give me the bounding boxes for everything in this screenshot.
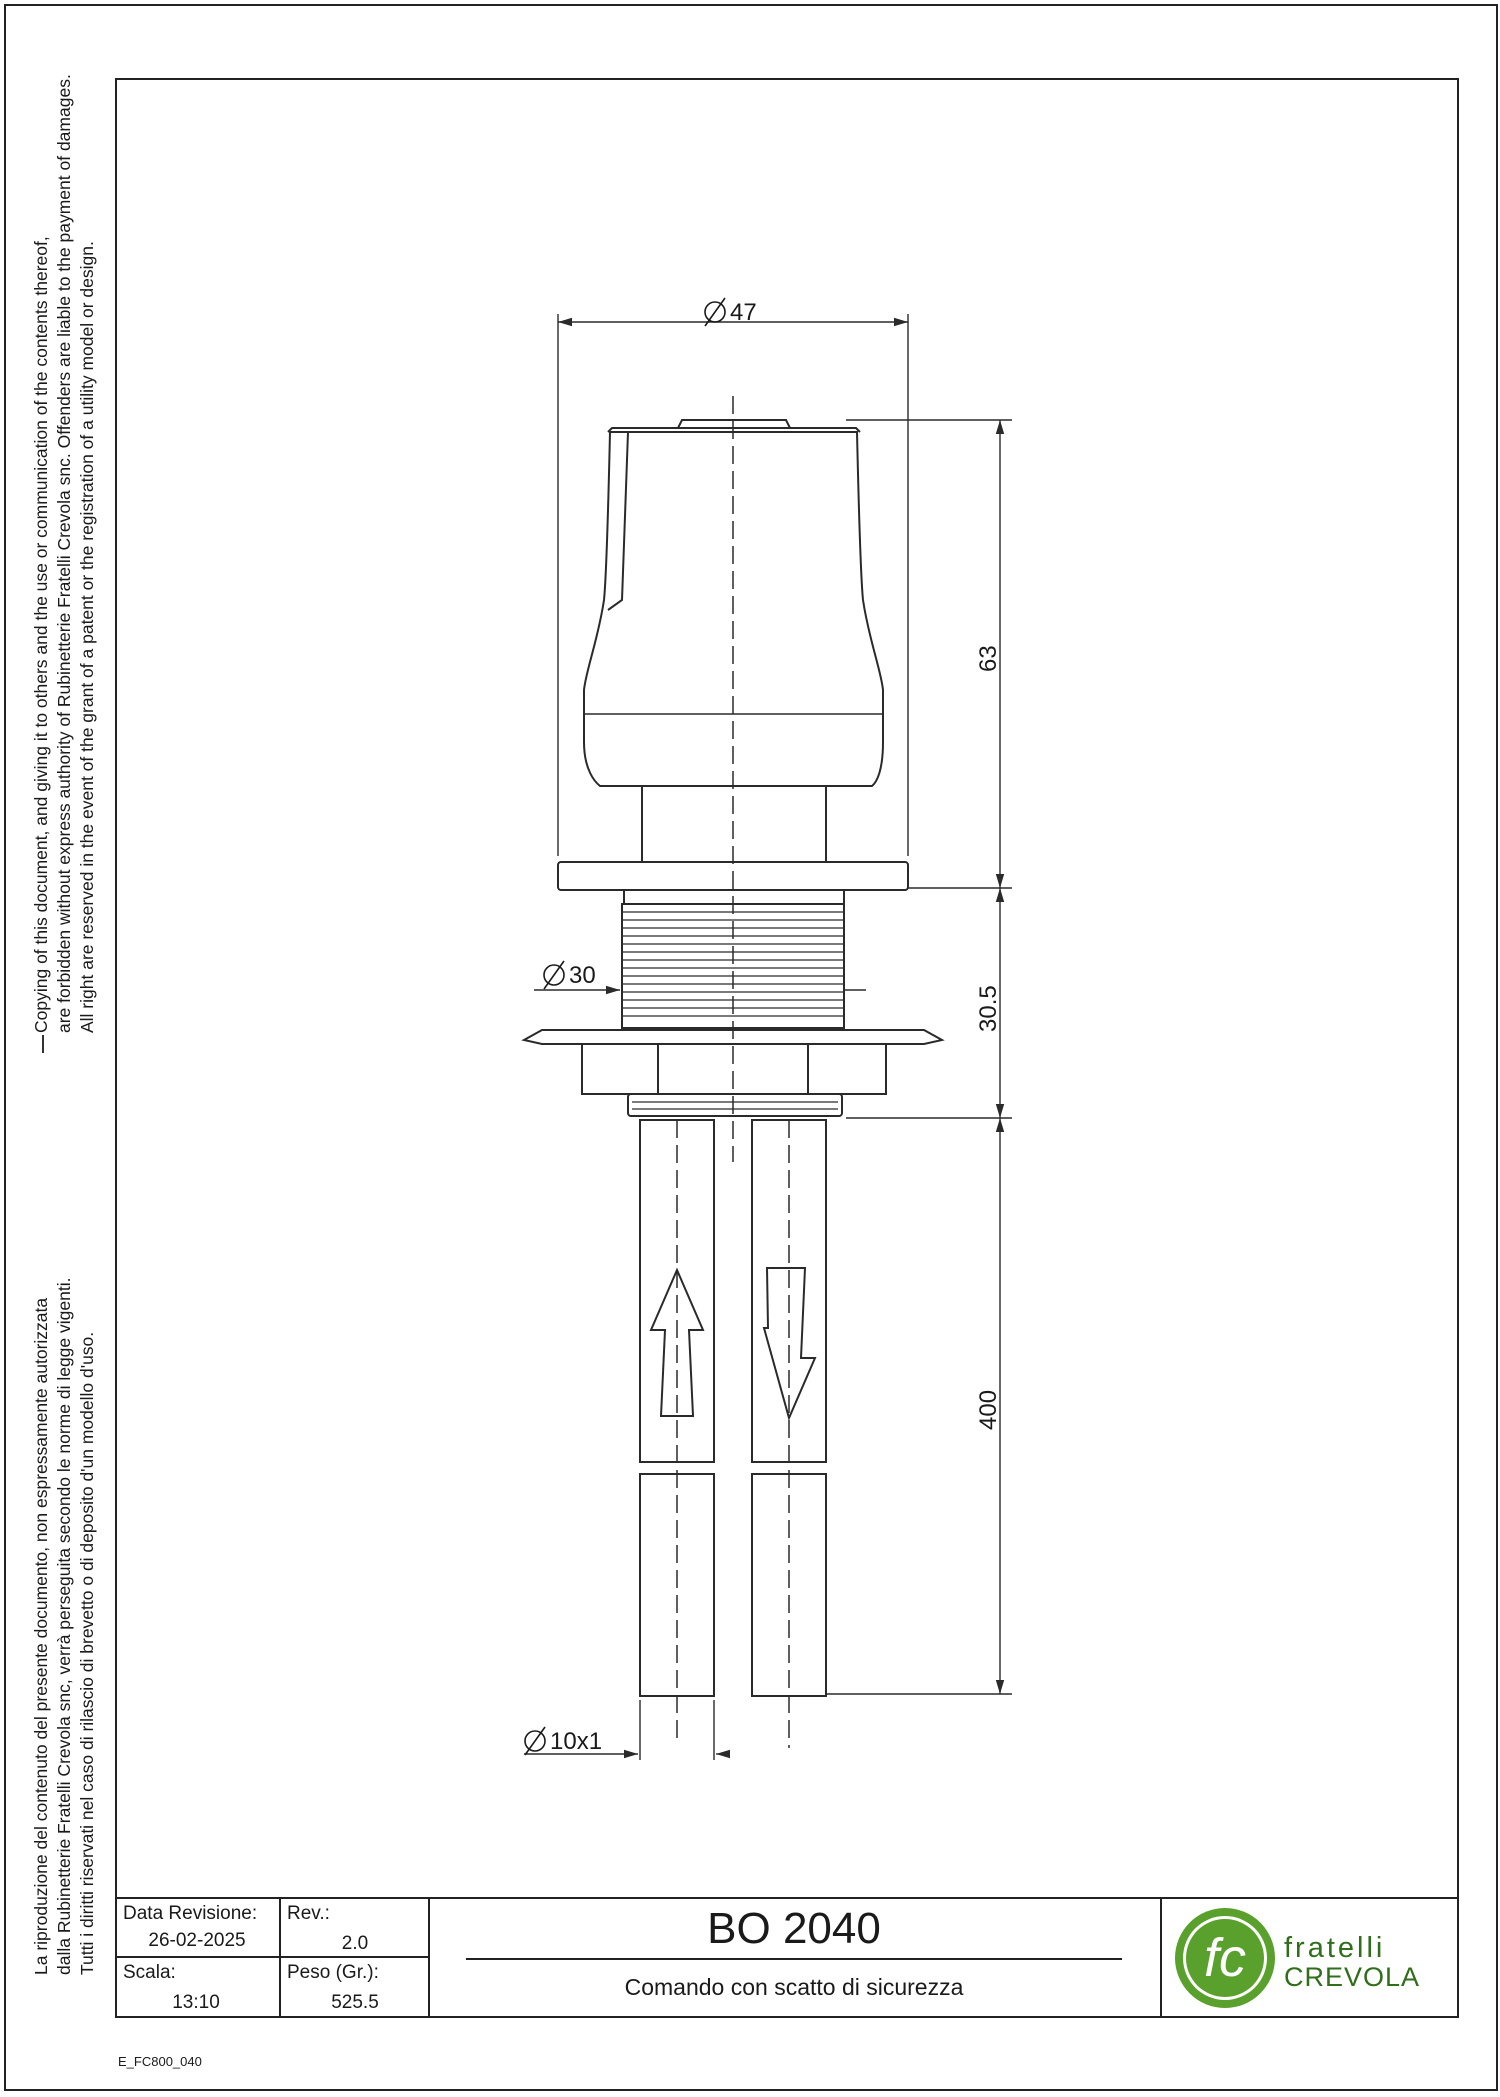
- tb-divider-row: [115, 1956, 430, 1958]
- tb-divider-3: [1160, 1897, 1162, 2018]
- flange-neck: [624, 890, 844, 904]
- flow-arrow-up: [651, 1270, 703, 1416]
- date-revision-value: 26-02-2025: [148, 1930, 246, 1951]
- dim-pipe-diameter: [525, 1727, 602, 1755]
- product-description: Comando con scatto di sicurezza: [624, 1974, 964, 2000]
- company-logo: [1170, 1902, 1452, 2014]
- dimension-lines: [524, 314, 1012, 1760]
- lock-nut: [582, 1044, 886, 1094]
- dim-top-diameter-label: 47: [730, 299, 757, 326]
- center-lines: [677, 396, 789, 1748]
- handle-cap: [608, 420, 860, 432]
- rev-value: 2.0: [341, 1933, 369, 1954]
- dim-thread-height-label: 30.5: [975, 985, 1002, 1032]
- scale-label: Scala:: [123, 1962, 176, 1983]
- weight-value: 525.5: [331, 1992, 379, 2013]
- logo-monogram: fc: [1203, 1928, 1247, 1988]
- logo-line-1: fratelli: [1284, 1932, 1386, 1964]
- document-reference: E_FC800_040: [118, 2054, 202, 2069]
- legal-notice-it-line-2: dalla Rubinetterie Fratelli Crevola snc, verrà perseguita secondo le norme di legge vigenti.: [54, 1277, 74, 1975]
- dim-thread-diameter-label: 30: [569, 962, 596, 989]
- handle-lever: [608, 432, 628, 610]
- product-code: BO 2040: [707, 1904, 881, 1953]
- dim-thread-diameter: [544, 961, 596, 989]
- dim-pipe-diameter-label: 10x1: [550, 1728, 603, 1755]
- dim-handle-height-label: 63: [975, 645, 1002, 672]
- legal-notice-en-line-2: are forbidden without express authority of Rubinetterie Fratelli Crevola snc. Offenders are liable to the payment of damages.: [54, 74, 74, 1033]
- weight-label: Peso (Gr.):: [287, 1962, 379, 1983]
- dim-pipe-length-label: 400: [975, 1389, 1002, 1430]
- dimension-labels: [525, 298, 1002, 1755]
- logo-line-2: CREVOLA: [1284, 1962, 1421, 1992]
- date-revision-label: Data Revisione:: [123, 1903, 258, 1924]
- lower-ring: [628, 1094, 842, 1116]
- rev-label: Rev.:: [287, 1903, 330, 1924]
- handle-stem: [642, 786, 826, 862]
- scale-value: 13:10: [172, 1992, 220, 2013]
- legal-notice-it-line-1: La riproduzione del contenuto del presente documento, non espressamente autorizzata: [31, 1297, 51, 1975]
- legal-notice-it-line-3: Tutti i diritti riservati nel caso di rilascio di brevetto o di deposito d'un modello d'uso.: [77, 1331, 97, 1975]
- legal-notice-en-line-3: All right are reserved in the event of the grant of a patent or the registration of a utility model or design.: [77, 241, 97, 1033]
- legal-notice-en-line-1: Copying of this document, and giving it to others and the use or communication of the contents thereof,: [31, 236, 51, 1033]
- tb-title-underline: [466, 1958, 1122, 1960]
- dim-top-diameter: [705, 298, 757, 326]
